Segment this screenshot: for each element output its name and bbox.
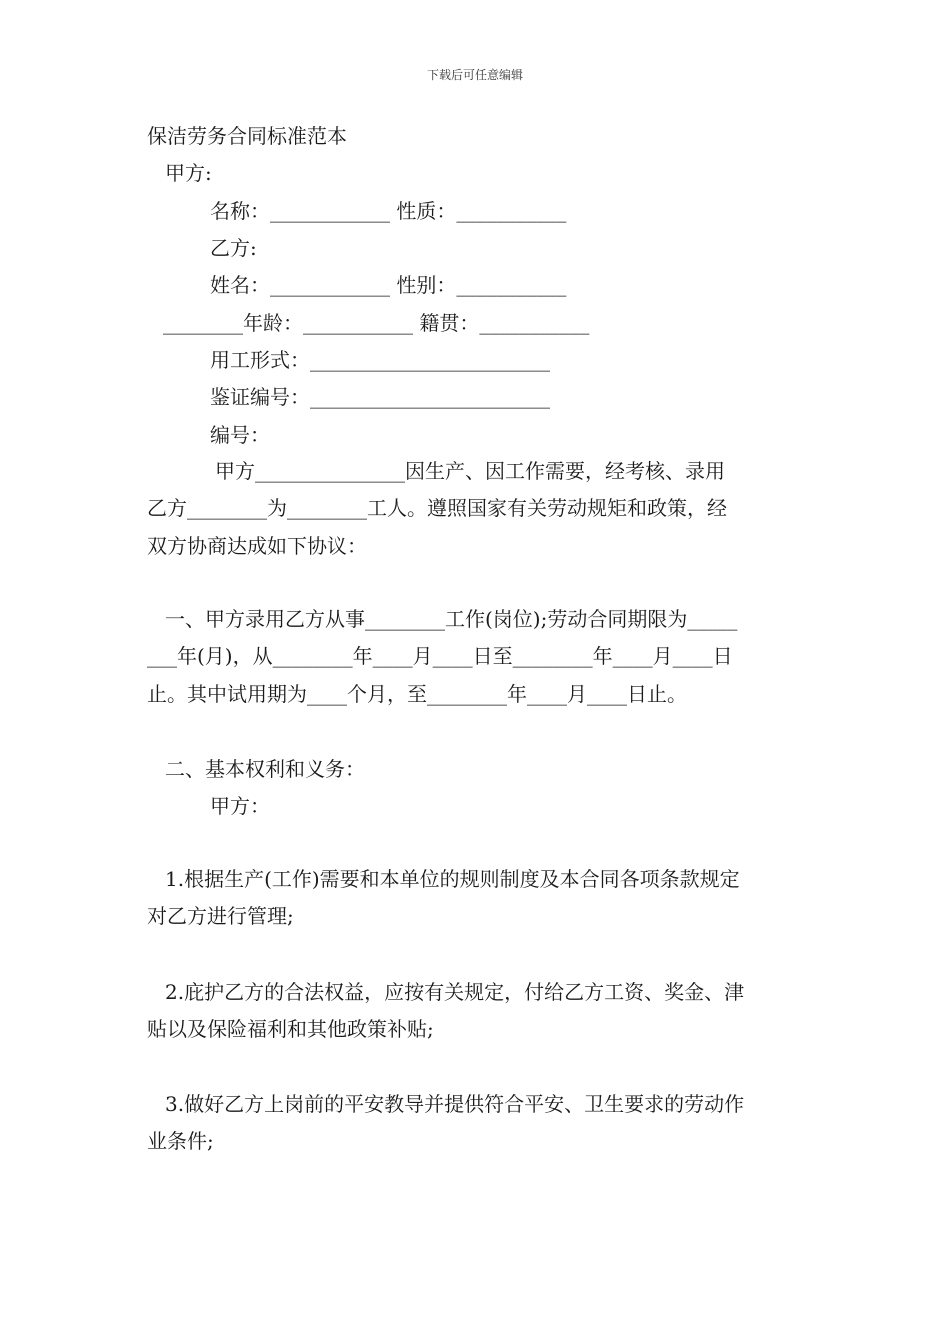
page-header: 下载后可任意编辑: [426, 68, 523, 82]
duty-3-line-2: 业条件;: [147, 1129, 214, 1153]
intro-paragraph-line-3: 双方协商达成如下协议：: [147, 534, 367, 558]
certification-number: 鉴证编号：________________________: [210, 385, 550, 409]
party-b-age-origin: ________年龄：___________ 籍贯：___________: [163, 311, 590, 335]
duty-2-line-2: 贴以及保险福利和其他政策补贴;: [147, 1017, 434, 1041]
party-a-name-nature: 名称：____________ 性质：___________: [210, 199, 567, 223]
clause-2-party-a: 甲方：: [210, 794, 270, 818]
clause-1-line-2: ___年(月)，从________年____月____日至________年____月____日: [147, 644, 733, 668]
serial-number: 编号：: [210, 423, 270, 447]
duty-1-line-2: 对乙方进行管理;: [147, 904, 294, 928]
intro-paragraph-line-2: 乙方________为________工人。遵照国家有关劳动规矩和政策，经: [147, 496, 727, 520]
clause-2-heading: 二、基本权利和义务：: [165, 757, 365, 781]
party-b-name-gender: 姓名：____________ 性别：___________: [210, 273, 567, 297]
clause-1-line-1: 一、甲方录用乙方从事________工作(岗位);劳动合同期限为_____: [165, 607, 738, 631]
intro-paragraph-line-1: 甲方_______________因生产、因工作需要，经考核、录用: [215, 459, 725, 483]
clause-1-line-3: 止。其中试用期为____个月，至________年____月____日止。: [147, 682, 687, 706]
party-a-heading: 甲方:: [165, 161, 212, 185]
employment-form: 用工形式：________________________: [210, 348, 550, 372]
duty-2-line-1: 2.庇护乙方的合法权益，应按有关规定，付给乙方工资、奖金、津: [165, 980, 745, 1004]
document-title: 保洁劳务合同标准范本: [147, 124, 347, 148]
party-b-heading: 乙方:: [210, 236, 257, 260]
duty-3-line-1: 3.做好乙方上岗前的平安教导并提供符合平安、卫生要求的劳动作: [165, 1092, 745, 1116]
duty-1-line-1: 1.根据生产(工作)需要和本单位的规则制度及本合同各项条款规定: [165, 867, 740, 891]
